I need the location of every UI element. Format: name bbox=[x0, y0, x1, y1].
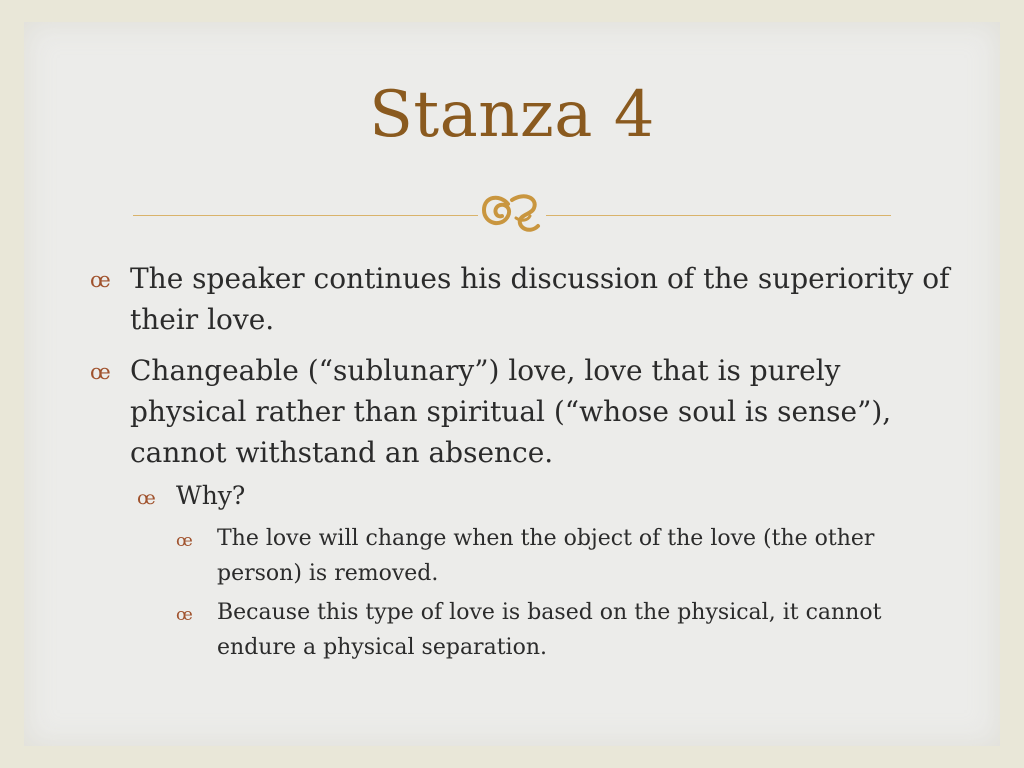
curl-bullet-icon: œ bbox=[137, 487, 156, 509]
curl-bullet-icon: œ bbox=[90, 360, 111, 384]
bullet-item: Changeable (“sublunary”) love, love that is purely physical rather than spiritual (“whose soul is sense”), cannot withstand an absence. bbox=[130, 354, 892, 469]
slide-title: Stanza 4 bbox=[369, 78, 655, 152]
sub-bullet-item: Why? bbox=[176, 481, 246, 510]
sub-sub-bullet-item: The love will change when the object of the love (the other person) is removed. bbox=[217, 526, 875, 586]
curl-bullet-icon: œ bbox=[90, 268, 111, 292]
bullet-item: The speaker continues his discussion of the superiority of their love. bbox=[130, 262, 950, 336]
curl-bullet-icon: œ bbox=[176, 531, 193, 551]
curl-bullet-icon: œ bbox=[176, 605, 193, 625]
sub-sub-bullet-item: Because this type of love is based on the physical, it cannot endure a physical separation. bbox=[217, 600, 882, 660]
